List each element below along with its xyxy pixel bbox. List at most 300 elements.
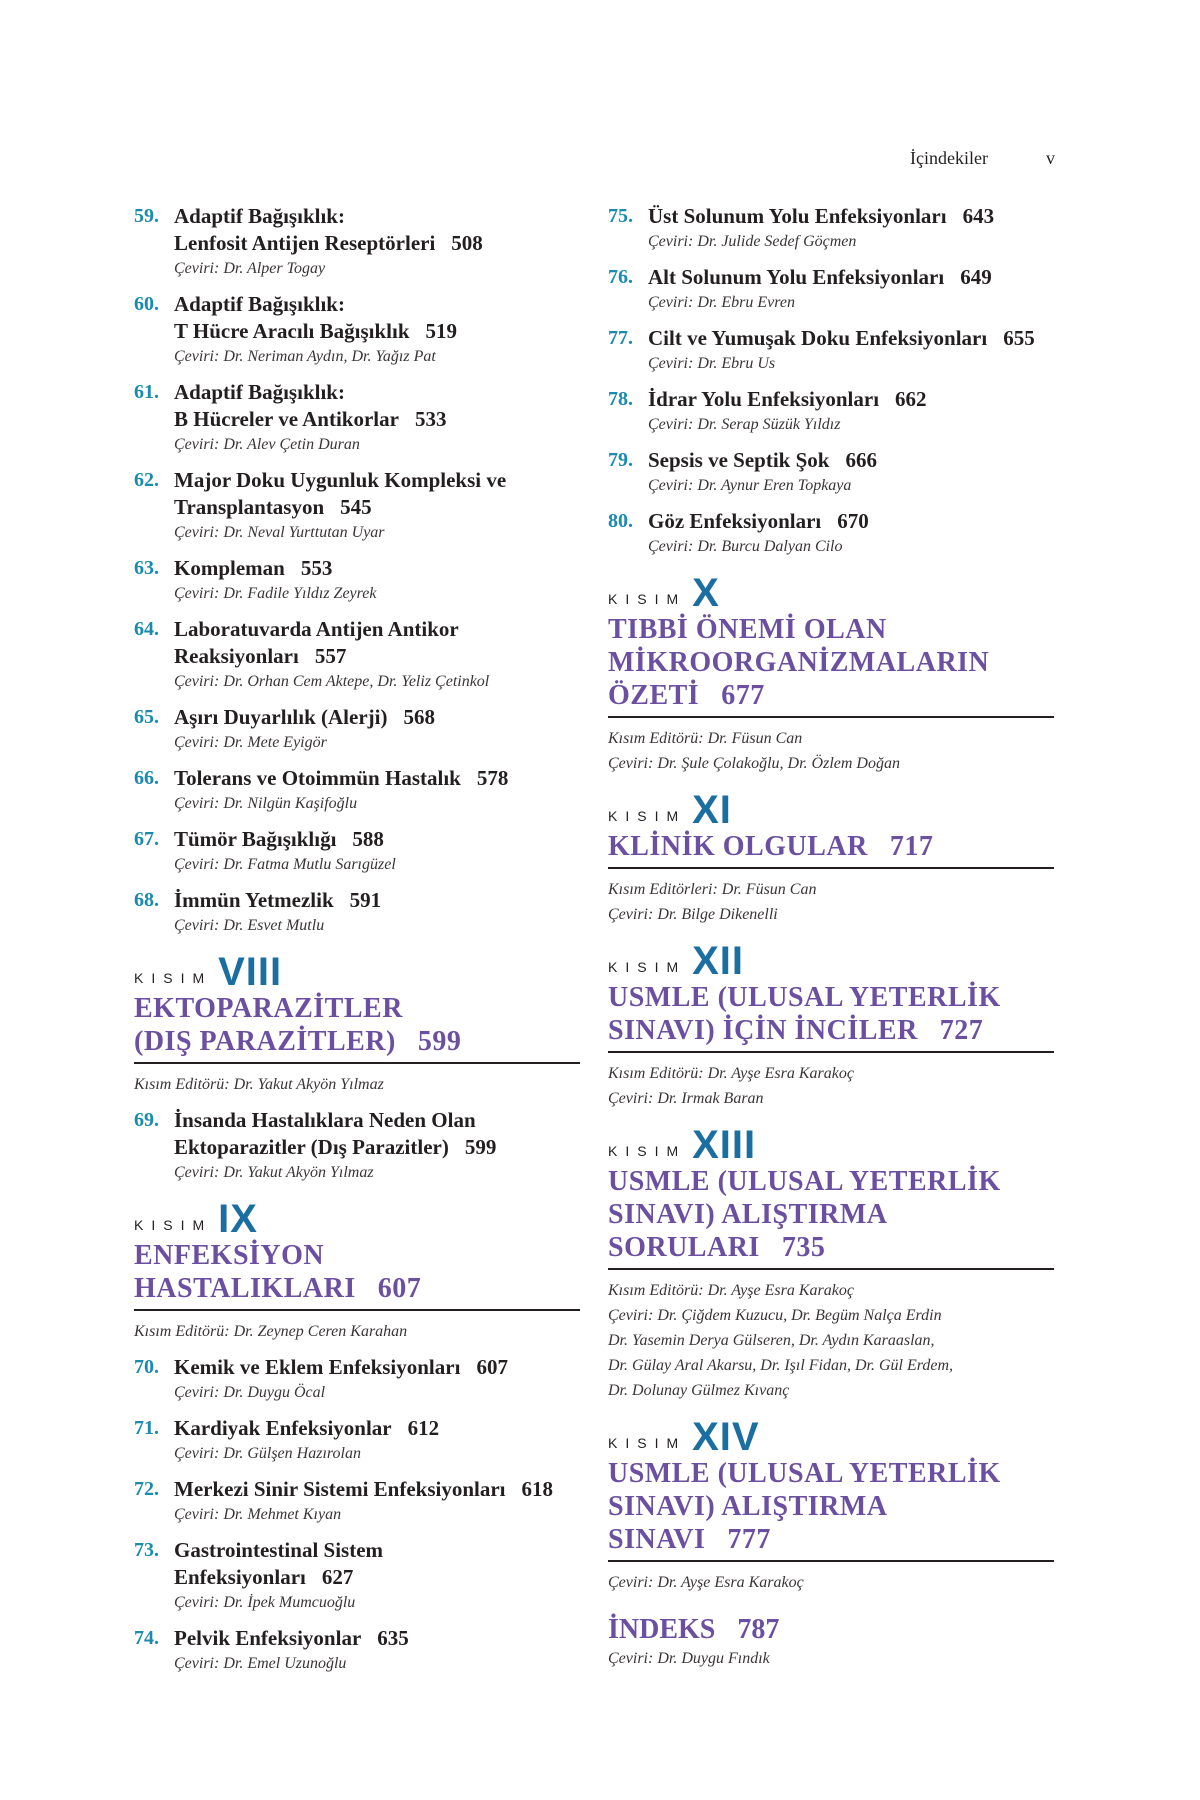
toc-entry[interactable]	[134, 291, 580, 368]
part-meta-line: Kısım Editörü: Dr. Füsun Can	[608, 730, 803, 747]
chapter-title[interactable]	[174, 616, 580, 670]
chapter-page: 545	[340, 495, 372, 519]
part-title-line	[134, 992, 580, 1025]
part-meta-line: Dr. Yasemin Derya Gülseren, Dr. Aydın Karaaslan,	[608, 1332, 935, 1349]
part-label	[134, 1195, 580, 1239]
part-roman-numeral: X	[692, 571, 720, 615]
part-ix	[134, 1195, 580, 1675]
toc-entry[interactable]	[608, 325, 1054, 375]
part-title[interactable]	[608, 981, 1054, 1053]
part-block	[134, 948, 580, 1184]
part-label	[134, 948, 580, 992]
chapter-title-line	[174, 555, 580, 582]
chapter-translator: Çeviri: Dr. Yakut Akyön Yılmaz	[174, 1164, 374, 1181]
chapter-title[interactable]	[174, 467, 580, 521]
part-meta-line: Kısım Editörü: Dr. Zeynep Ceren Karahan	[134, 1323, 408, 1340]
part-title-text: (DIŞ PARAZİTLER)	[134, 1026, 396, 1057]
chapter-page: 591	[349, 888, 382, 912]
chapter-title-line	[648, 264, 1054, 291]
part-block	[608, 786, 1054, 927]
chapter-page: 649	[960, 265, 992, 289]
chapter-title-text: Ektoparazitler (Dış Parazitler)	[174, 1135, 449, 1159]
chapter-title[interactable]	[648, 264, 1054, 291]
chapter-number: 72.	[134, 1478, 159, 1500]
chapter-title-line	[174, 616, 580, 643]
part-title-text: HASTALIKLARI	[134, 1273, 356, 1304]
chapter-body	[648, 325, 1054, 375]
chapter-title-line	[648, 203, 1054, 230]
chapter-title-text: İmmün Yetmezlik	[174, 888, 334, 912]
part-page: 717	[889, 831, 934, 862]
chapter-title-text: Laboratuvarda Antijen Antikor	[174, 617, 459, 641]
chapter-number: 68.	[134, 889, 159, 911]
part-meta-line: Çeviri: Dr. Irmak Baran	[608, 1090, 764, 1107]
part-title[interactable]	[134, 1239, 580, 1311]
chapter-translator: Çeviri: Dr. Fatma Mutlu Sarıgüzel	[174, 856, 396, 873]
part-title-line	[134, 1025, 580, 1058]
chapter-body	[174, 1537, 580, 1614]
chapter-number: 59.	[134, 205, 159, 227]
kisim-label: KISIM	[608, 1143, 687, 1159]
part-title-line	[608, 1198, 1054, 1231]
part-entries	[134, 1354, 580, 1675]
chapter-body	[174, 1415, 580, 1465]
entries-left-a	[134, 203, 580, 937]
chapter-number: 63.	[134, 557, 159, 579]
chapter-title-text: Transplantasyon	[174, 495, 325, 519]
chapter-number: 64.	[134, 618, 159, 640]
chapter-body	[174, 203, 580, 280]
chapter-translator: Çeviri: Dr. Duygu Öcal	[174, 1384, 326, 1401]
kisim-label: KISIM	[134, 1217, 213, 1233]
kisim-label: KISIM	[608, 591, 687, 607]
chapter-number: 69.	[134, 1109, 159, 1131]
chapter-title[interactable]	[174, 765, 580, 792]
chapter-translator: Çeviri: Dr. Burcu Dalyan Cilo	[648, 538, 843, 555]
part-title-line	[608, 613, 1054, 646]
toc-entry[interactable]	[134, 1476, 580, 1526]
chapter-title-line	[174, 379, 580, 406]
chapter-translator: Çeviri: Dr. Orhan Cem Aktepe, Dr. Yeliz Çetinkol	[174, 673, 490, 690]
chapter-number: 80.	[608, 510, 633, 532]
chapter-title[interactable]	[648, 386, 1054, 413]
chapter-title[interactable]	[648, 447, 1054, 474]
part-meta-line: Kısım Editörü: Dr. Yakut Akyön Yılmaz	[134, 1076, 384, 1093]
part-title-line	[134, 1239, 580, 1272]
part-title[interactable]	[608, 1165, 1054, 1270]
chapter-body	[174, 826, 580, 876]
chapter-page: 627	[321, 1565, 354, 1589]
chapter-title[interactable]	[648, 508, 1054, 535]
chapter-title[interactable]	[174, 1537, 580, 1591]
chapter-title-text: İnsanda Hastalıklara Neden Olan	[174, 1108, 476, 1132]
chapter-number: 77.	[608, 327, 633, 349]
chapter-title-line	[174, 291, 580, 318]
chapter-title[interactable]	[174, 291, 580, 345]
chapter-page: 643	[962, 204, 995, 228]
chapter-body	[174, 704, 580, 754]
chapter-page: 557	[314, 644, 347, 668]
chapter-number: 76.	[608, 266, 633, 288]
chapter-title[interactable]	[174, 203, 580, 257]
chapter-title-line	[648, 447, 1054, 474]
chapter-title-text: B Hücreler ve Antikorlar	[174, 407, 399, 431]
chapter-translator: Çeviri: Dr. Esvet Mutlu	[174, 917, 325, 934]
part-roman-numeral: IX	[218, 1197, 258, 1241]
chapter-title-line	[648, 325, 1054, 352]
chapter-body	[648, 508, 1054, 558]
toc-entry[interactable]	[608, 203, 1054, 253]
chapter-title-line	[174, 1564, 580, 1591]
chapter-title[interactable]	[648, 203, 1054, 230]
chapter-number: 74.	[134, 1627, 159, 1649]
part-title-line	[608, 679, 1054, 712]
chapter-title-text: Major Doku Uygunluk Kompleksi ve	[174, 468, 507, 492]
chapter-translator: Çeviri: Dr. Aynur Eren Topkaya	[648, 477, 852, 494]
part-block	[608, 569, 1054, 776]
part-meta-line: Kısım Editörü: Dr. Ayşe Esra Karakoç	[608, 1065, 854, 1082]
part-meta-line: Çeviri: Dr. Şule Çolakoğlu, Dr. Özlem Doğan	[608, 755, 900, 772]
part-title-text: MİKROORGANİZMALARIN	[608, 647, 990, 678]
chapter-translator: Çeviri: Dr. İpek Mumcuoğlu	[174, 1594, 356, 1611]
chapter-title-line	[174, 318, 580, 345]
chapter-title-line	[174, 203, 580, 230]
chapter-title-line	[174, 1134, 580, 1161]
part-title[interactable]	[608, 1457, 1054, 1562]
part-title-line	[608, 1165, 1054, 1198]
toc-entry[interactable]	[134, 704, 580, 754]
chapter-title-line	[174, 1625, 580, 1652]
chapter-title-text: Adaptif Bağışıklık:	[174, 380, 345, 404]
kisim-label: KISIM	[608, 808, 687, 824]
chapter-title-text: Alt Solunum Yolu Enfeksiyonları	[648, 265, 945, 289]
part-meta	[608, 726, 1054, 776]
chapter-title-text: Adaptif Bağışıklık:	[174, 292, 345, 316]
chapter-title-text: Adaptif Bağışıklık:	[174, 204, 345, 228]
toc-entry[interactable]	[134, 467, 580, 544]
part-label	[608, 937, 1054, 981]
chapter-body	[174, 467, 580, 544]
part-meta-line: Çeviri: Dr. Ayşe Esra Karakoç	[608, 1574, 804, 1591]
toc-entry[interactable]	[608, 447, 1054, 497]
part-meta	[608, 877, 1054, 927]
toc-entry[interactable]	[608, 508, 1054, 558]
chapter-title[interactable]	[174, 1476, 580, 1503]
chapter-title-text: Göz Enfeksiyonları	[648, 509, 822, 533]
chapter-title-line	[174, 1476, 580, 1503]
chapter-title-line	[174, 765, 580, 792]
chapter-number: 67.	[134, 828, 159, 850]
chapter-title[interactable]	[648, 325, 1054, 352]
toc-left-column	[134, 203, 580, 1686]
chapter-title-line	[174, 494, 580, 521]
chapter-body	[174, 1476, 580, 1526]
chapter-title-text: Üst Solunum Yolu Enfeksiyonları	[648, 204, 947, 228]
chapter-page: 635	[377, 1626, 409, 1650]
chapter-title-text: Gastrointestinal Sistem	[174, 1538, 384, 1562]
chapter-title-line	[174, 1107, 580, 1134]
part-entries	[134, 1107, 580, 1184]
part-x	[608, 569, 1054, 776]
chapter-title[interactable]	[174, 1107, 580, 1161]
chapter-title-text: İdrar Yolu Enfeksiyonları	[648, 387, 880, 411]
toc-entry[interactable]	[134, 826, 580, 876]
part-label	[608, 1121, 1054, 1165]
part-meta-line: Dr. Gülay Aral Akarsu, Dr. Işıl Fidan, Dr. Gül Erdem,	[608, 1357, 954, 1374]
part-page: 599	[417, 1026, 462, 1057]
chapter-body	[648, 203, 1054, 253]
chapter-page: 607	[476, 1355, 508, 1379]
part-meta	[134, 1072, 580, 1097]
chapter-translator: Çeviri: Dr. Ebru Evren	[648, 294, 795, 311]
chapter-title-line	[174, 887, 580, 914]
chapter-title-text: Pelvik Enfeksiyonlar	[174, 1626, 362, 1650]
part-roman-numeral: XIII	[692, 1123, 757, 1167]
part-label	[608, 1413, 1054, 1457]
part-meta	[134, 1319, 580, 1344]
part-xi	[608, 786, 1054, 927]
part-title-text: USMLE (ULUSAL YETERLİK	[608, 1166, 1001, 1197]
part-title-line	[608, 1014, 1054, 1047]
chapter-page: 533	[414, 407, 447, 431]
chapter-number: 78.	[608, 388, 633, 410]
toc-entry[interactable]	[134, 765, 580, 815]
part-meta-line: Çeviri: Dr. Çiğdem Kuzucu, Dr. Begüm Nalça Erdin	[608, 1307, 942, 1324]
chapter-body	[648, 447, 1054, 497]
toc-entry[interactable]	[134, 1354, 580, 1404]
chapter-title-text: Tümör Bağışıklığı	[174, 827, 337, 851]
chapter-page: 578	[476, 766, 509, 790]
part-xiii	[608, 1121, 1054, 1403]
toc-entry[interactable]	[134, 616, 580, 693]
part-label	[608, 569, 1054, 613]
chapter-translator: Çeviri: Dr. Fadile Yıldız Zeyrek	[174, 585, 377, 602]
index-section	[608, 1613, 1054, 1671]
chapter-title-line	[648, 508, 1054, 535]
chapter-number: 62.	[134, 469, 159, 491]
chapter-translator: Çeviri: Dr. Nilgün Kaşifoğlu	[174, 795, 358, 812]
chapter-page: 568	[403, 705, 435, 729]
chapter-title-line	[648, 386, 1054, 413]
toc-entry[interactable]	[134, 555, 580, 605]
chapter-title-text: Aşırı Duyarlılık (Alerji)	[174, 705, 388, 729]
part-page: 607	[377, 1273, 422, 1304]
chapter-body	[174, 887, 580, 937]
index-translator: Çeviri: Dr. Duygu Fındık	[608, 1650, 770, 1667]
chapter-body	[174, 1107, 580, 1184]
chapter-title-text: Tolerans ve Otoimmün Hastalık	[174, 766, 461, 790]
chapter-body	[174, 555, 580, 605]
chapter-title-text: Enfeksiyonları	[174, 1565, 306, 1589]
running-header	[910, 148, 1055, 169]
chapter-body	[648, 386, 1054, 436]
part-title-text: EKTOPARAZİTLER	[134, 993, 403, 1024]
chapter-page: 612	[407, 1416, 440, 1440]
chapter-body	[174, 616, 580, 693]
chapter-title-text: Sepsis ve Septik Şok	[648, 448, 830, 472]
chapter-title-line	[174, 1537, 580, 1564]
chapter-title-text: T Hücre Aracılı Bağışıklık	[174, 319, 410, 343]
toc-entry[interactable]	[134, 1537, 580, 1614]
part-title-text: SORULARI	[608, 1232, 760, 1263]
part-block	[608, 1121, 1054, 1403]
chapter-translator: Çeviri: Dr. Neriman Aydın, Dr. Yağız Pat	[174, 348, 436, 365]
part-xiv	[608, 1413, 1054, 1595]
page-number: v	[1046, 148, 1055, 168]
chapter-page: 588	[352, 827, 384, 851]
part-meta-line: Dr. Dolunay Gülmez Kıvanç	[608, 1382, 790, 1399]
toc-right-column	[608, 203, 1054, 1681]
part-title-text: SINAVI) ALIŞTIRMA	[608, 1199, 888, 1230]
toc-entry[interactable]	[134, 1415, 580, 1465]
chapter-title[interactable]	[174, 555, 580, 582]
part-label	[608, 786, 1054, 830]
part-title[interactable]	[608, 613, 1054, 718]
chapter-title[interactable]	[174, 1354, 580, 1381]
index-page: 787	[737, 1614, 780, 1645]
chapter-page: 599	[464, 1135, 497, 1159]
chapter-title[interactable]	[174, 887, 580, 914]
chapter-title[interactable]	[174, 1415, 580, 1442]
part-roman-numeral: XI	[692, 788, 732, 832]
part-meta	[608, 1278, 1054, 1403]
chapter-title-line	[174, 1354, 580, 1381]
chapter-body	[174, 1354, 580, 1404]
chapter-body	[648, 264, 1054, 314]
kisim-label: KISIM	[134, 970, 213, 986]
part-xii	[608, 937, 1054, 1111]
chapter-title[interactable]	[174, 1625, 580, 1652]
toc-entry[interactable]	[134, 887, 580, 937]
toc-entry[interactable]	[608, 386, 1054, 436]
part-title-line	[608, 1457, 1054, 1490]
chapter-title[interactable]	[174, 826, 580, 853]
toc-entry[interactable]	[134, 379, 580, 456]
part-page: 777	[727, 1524, 771, 1555]
part-title[interactable]	[134, 992, 580, 1064]
part-title-line	[608, 1231, 1054, 1264]
running-header-title: İçindekiler	[910, 148, 988, 168]
chapter-number: 61.	[134, 381, 159, 403]
kisim-label: KISIM	[608, 1435, 687, 1451]
chapter-title[interactable]	[174, 704, 580, 731]
chapter-number: 65.	[134, 706, 159, 728]
chapter-title-text: Kemik ve Eklem Enfeksiyonları	[174, 1355, 461, 1379]
part-title-text: USMLE (ULUSAL YETERLİK	[608, 982, 1001, 1013]
part-title-line	[134, 1272, 580, 1305]
chapter-title-line	[174, 1415, 580, 1442]
part-meta	[608, 1061, 1054, 1111]
chapter-title-line	[174, 643, 580, 670]
part-meta-line: Çeviri: Dr. Bilge Dikenelli	[608, 906, 778, 923]
part-title-text: SINAVI) ALIŞTIRMA SINAVI	[608, 1491, 886, 1555]
chapter-title-line	[174, 230, 580, 257]
part-roman-numeral: VIII	[218, 950, 283, 994]
chapter-translator: Çeviri: Dr. Gülşen Hazırolan	[174, 1445, 361, 1462]
chapter-page: 618	[521, 1477, 554, 1501]
part-title-text: USMLE (ULUSAL YETERLİK	[608, 1458, 1001, 1489]
chapter-body	[174, 1625, 580, 1675]
part-meta	[608, 1570, 1054, 1595]
chapter-title-line	[174, 704, 580, 731]
toc-entry[interactable]	[134, 1107, 580, 1184]
part-block	[134, 1195, 580, 1675]
chapter-title-text: Kardiyak Enfeksiyonlar	[174, 1416, 392, 1440]
chapter-page: 666	[845, 448, 877, 472]
chapter-number: 79.	[608, 449, 633, 471]
chapter-page: 662	[895, 387, 927, 411]
part-meta-line: Kısım Editörü: Dr. Ayşe Esra Karakoç	[608, 1282, 854, 1299]
chapter-translator: Çeviri: Dr. Serap Süzük Yıldız	[648, 416, 841, 433]
part-title-line	[608, 1490, 1054, 1556]
chapter-title-line	[174, 406, 580, 433]
toc-entry[interactable]	[134, 1625, 580, 1675]
chapter-title-text: Merkezi Sinir Sistemi Enfeksiyonları	[174, 1477, 506, 1501]
index-title[interactable]	[608, 1613, 1054, 1646]
part-page: 727	[939, 1015, 984, 1046]
chapter-title[interactable]	[174, 379, 580, 433]
chapter-number: 73.	[134, 1539, 159, 1561]
chapter-translator: Çeviri: Dr. Emel Uzunoğlu	[174, 1655, 347, 1672]
chapter-translator: Çeviri: Dr. Alper Togay	[174, 260, 326, 277]
part-title-text: SINAVI) İÇİN İNCİLER	[608, 1015, 918, 1046]
chapter-page: 670	[837, 509, 869, 533]
toc-entry[interactable]	[134, 203, 580, 280]
part-title-text: ÖZETİ	[608, 680, 700, 711]
chapter-title-text: Cilt ve Yumuşak Doku Enfeksiyonları	[648, 326, 988, 350]
toc-entry[interactable]	[608, 264, 1054, 314]
chapter-page: 508	[451, 231, 483, 255]
chapter-translator: Çeviri: Dr. Mehmet Kıyan	[174, 1506, 342, 1523]
index-title-text: İNDEKS	[608, 1614, 716, 1645]
kisim-label: KISIM	[608, 959, 687, 975]
chapter-translator: Çeviri: Dr. Julide Sedef Göçmen	[648, 233, 857, 250]
chapter-number: 66.	[134, 767, 159, 789]
part-title-text: KLİNİK OLGULAR	[608, 831, 868, 862]
chapter-title-line	[174, 467, 580, 494]
chapter-body	[174, 765, 580, 815]
part-roman-numeral: XIV	[692, 1415, 760, 1459]
part-block	[608, 937, 1054, 1111]
part-roman-numeral: XII	[692, 939, 745, 983]
chapter-translator: Çeviri: Dr. Alev Çetin Duran	[174, 436, 360, 453]
part-title-line	[608, 646, 1054, 679]
chapter-page: 553	[300, 556, 333, 580]
entries-right-a	[608, 203, 1054, 558]
chapter-title-text: Kompleman	[174, 556, 285, 580]
chapter-page: 655	[1003, 326, 1035, 350]
part-title-text: TIBBİ ÖNEMİ OLAN	[608, 614, 887, 645]
part-title-line	[608, 830, 1054, 863]
part-title[interactable]	[608, 830, 1054, 869]
chapter-body	[174, 291, 580, 368]
chapter-number: 60.	[134, 293, 159, 315]
part-viii	[134, 948, 580, 1184]
chapter-translator: Çeviri: Dr. Neval Yurttutan Uyar	[174, 524, 385, 541]
chapter-body	[174, 379, 580, 456]
chapter-title-line	[174, 826, 580, 853]
part-title-line	[608, 981, 1054, 1014]
part-meta-line: Kısım Editörleri: Dr. Füsun Can	[608, 881, 817, 898]
chapter-number: 75.	[608, 205, 633, 227]
chapter-title-text: Reaksiyonları	[174, 644, 299, 668]
chapter-title-text: Lenfosit Antijen Reseptörleri	[174, 231, 436, 255]
chapter-translator: Çeviri: Dr. Ebru Us	[648, 355, 776, 372]
part-block	[608, 1413, 1054, 1595]
part-page: 735	[781, 1232, 826, 1263]
part-title-text: ENFEKSİYON	[134, 1240, 325, 1271]
chapter-number: 70.	[134, 1356, 159, 1378]
